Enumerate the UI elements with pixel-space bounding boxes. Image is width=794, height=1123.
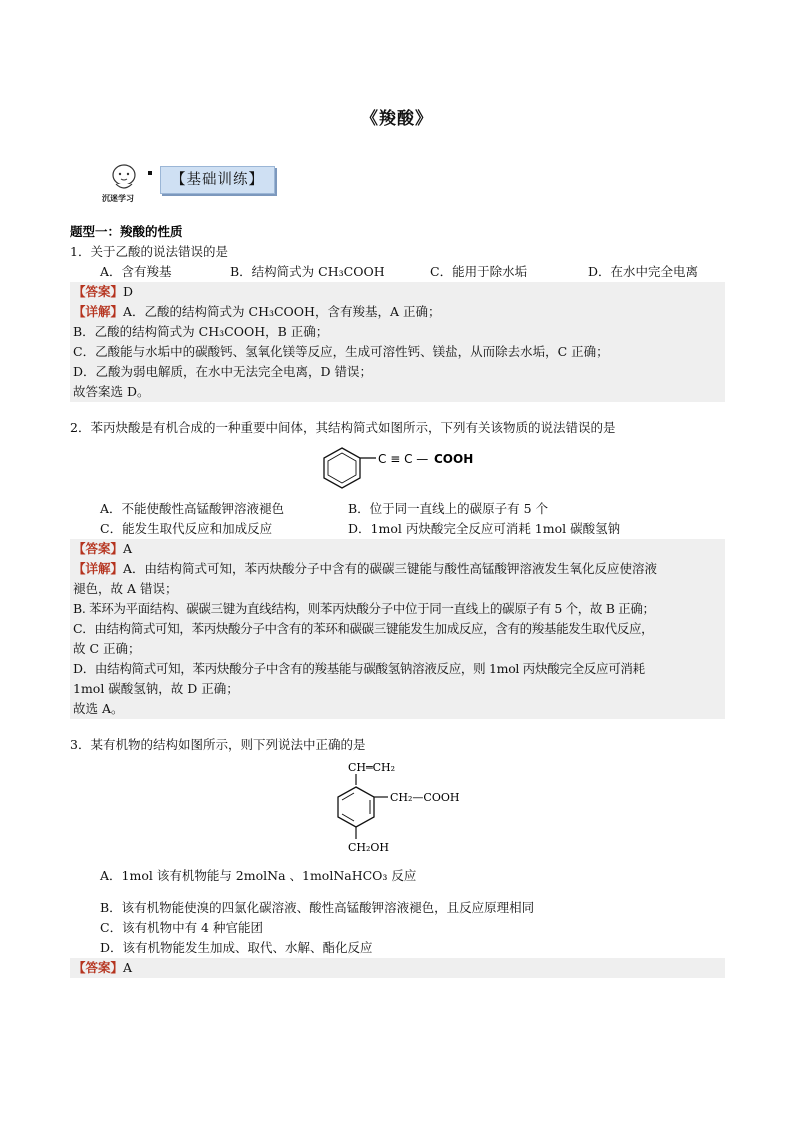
question-2: [70, 418, 725, 719]
answer-line: [70, 282, 725, 302]
options-row: [70, 499, 725, 519]
detail-label: 【详解】: [73, 561, 124, 576]
organic-compound-structure: [70, 759, 725, 857]
detail-line: 故 C 正确；: [73, 641, 141, 656]
question-stem: 1．关于乙酸的说法错误的是: [70, 244, 228, 259]
detail-text: A．由结构简式可知，苯丙炔酸分子中含有的碳碳三键能与酸性高锰酸钾溶液发生氧化反应使溶液: [123, 561, 658, 576]
bullet-dot: [148, 171, 152, 175]
content: [70, 222, 725, 978]
answer-value: D: [123, 284, 134, 299]
detail-line: [70, 302, 725, 322]
option-a: A．1mol 该有机物能与 2molNa 、1molNaHCO₃ 反应: [100, 868, 417, 883]
answer-label: 【答案】: [73, 284, 124, 299]
answer-value: A: [123, 960, 133, 975]
option-b: B．位于同一直线上的碳原子有 5 个: [348, 501, 549, 516]
answer-line: [70, 539, 725, 559]
structure-triple-bond: C ≡ C —: [378, 452, 429, 466]
question-1: [70, 242, 725, 402]
question-stem: 3．某有机物的结构如图所示，则下列说法中正确的是: [70, 737, 366, 752]
detail-line: 故答案选 D。: [73, 384, 150, 399]
option-c: C．能用于除水垢: [430, 264, 528, 279]
section-banner: [104, 162, 294, 206]
answer-line: [70, 958, 725, 978]
option-b: B．该有机物能使溴的四氯化碳溶液、酸性高锰酸钾溶液褪色，且反应原理相同: [100, 900, 535, 915]
detail-text: A．乙酸的结构简式为 CH₃COOH，含有羧基，A 正确；: [123, 304, 441, 319]
detail-line: C．乙酸能与水垢中的碳酸钙、氢氧化镁等反应，生成可溶性钙、镁盐，从而除去水垢，C 正确；: [73, 344, 609, 359]
detail-label: 【详解】: [73, 304, 124, 319]
page-title: 《羧酸》: [361, 109, 433, 129]
detail-line: [70, 559, 725, 579]
question-stem: 2．苯丙炔酸是有机合成的一种重要中间体，其结构简式如图所示，下列有关该物质的说法错误的是: [70, 420, 616, 435]
options-row: [70, 262, 725, 282]
option-c: C．能发生取代反应和加成反应: [100, 521, 273, 536]
detail-line: B．乙酸的结构简式为 CH₃COOH，B 正确；: [73, 324, 329, 339]
phenylpropiolic-acid-structure: [70, 442, 725, 490]
detail-line: B. 苯环为平面结构、碳碳三键为直线结构，则苯丙炔酸分子中位于同一直线上的碳原子有 5 个，故 B 正确；: [73, 601, 655, 616]
question-3: [70, 735, 725, 978]
option-a: A．不能使酸性高锰酸钾溶液褪色: [100, 501, 285, 516]
detail-line: 1mol 碳酸氢钠，故 D 正确；: [73, 681, 239, 696]
structure-cooh: COOH: [434, 452, 474, 466]
answer-label: 【答案】: [73, 960, 124, 975]
answer-value: A: [123, 541, 133, 556]
section-badge: 【基础训练】: [160, 166, 275, 194]
option-a: A．含有羧基: [100, 264, 172, 279]
options-row: [70, 519, 725, 539]
option-d: D．1mol 丙炔酸完全反应可消耗 1mol 碳酸氢钠: [348, 521, 621, 536]
answer-label: 【答案】: [73, 541, 124, 556]
mascot-label: 沉迷学习: [102, 194, 134, 203]
detail-line: 褪色，故 A 错误；: [73, 581, 178, 596]
detail-line: D．由结构简式可知，苯丙炔酸分子中含有的羧基能与碳酸氢钠溶液反应，则 1mol 丙炔酸完全反应可消耗: [73, 661, 645, 676]
structure-acetic-chain: CH₂—COOH: [390, 791, 460, 804]
section-heading: 题型一：羧酸的性质: [70, 224, 183, 239]
structure-hydroxymethyl: CH₂OH: [348, 841, 390, 854]
structure-vinyl: CH═CH₂: [348, 761, 396, 774]
option-b: B．结构简式为 CH₃COOH: [230, 264, 385, 279]
detail-line: 故选 A。: [73, 701, 124, 716]
detail-line: C．由结构简式可知，苯丙炔酸分子中含有的苯环和碳碳三键能发生加成反应，含有的羧基能发生取代反应，: [73, 621, 654, 636]
option-d: D．在水中完全电离: [588, 264, 699, 279]
answer-block: [70, 539, 725, 719]
option-d: D．该有机物能发生加成、取代、水解、酯化反应: [100, 940, 373, 955]
answer-block: [70, 282, 725, 402]
option-c: C．该有机物中有 4 种官能团: [100, 920, 263, 935]
answer-block: [70, 958, 725, 978]
detail-line: D．乙酸为弱电解质，在水中无法完全电离，D 错误；: [73, 364, 373, 379]
